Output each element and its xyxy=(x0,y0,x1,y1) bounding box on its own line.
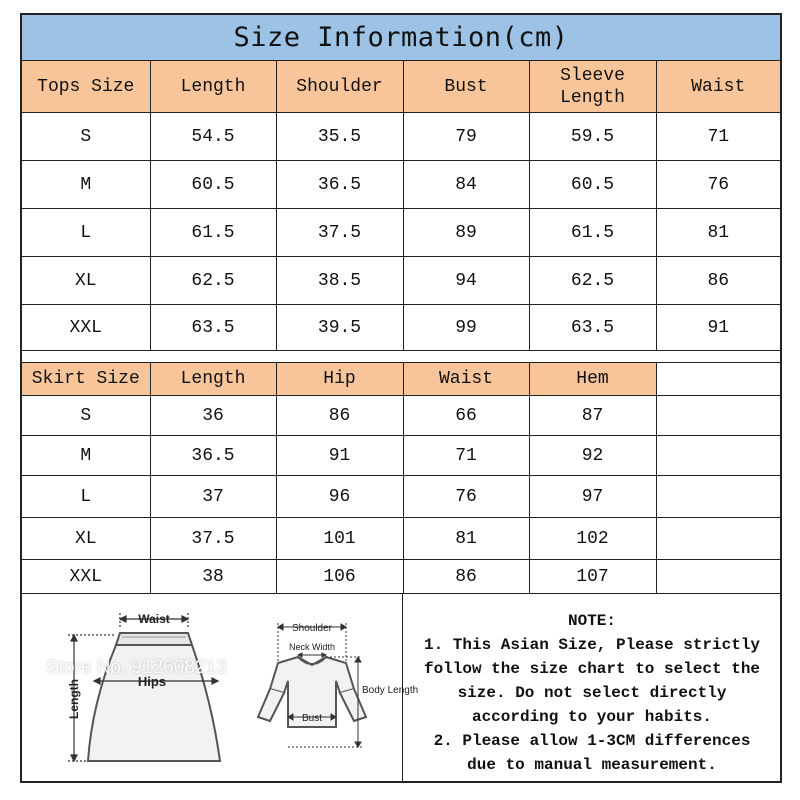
tops-header-waist: Waist xyxy=(656,61,780,113)
table-cell: 106 xyxy=(276,560,403,594)
table-cell: 36 xyxy=(150,396,276,436)
table-cell: XXL xyxy=(22,560,150,594)
tops-header-row xyxy=(22,61,780,113)
table-row xyxy=(22,396,780,436)
store-watermark: Store No. 912608213 xyxy=(46,657,227,678)
table-cell: 107 xyxy=(529,560,656,594)
hips-label: Hips xyxy=(137,674,167,689)
skirt-header-hem: Hem xyxy=(529,363,656,396)
table-cell: 81 xyxy=(656,209,780,257)
table-cell: 60.5 xyxy=(529,161,656,209)
measurement-diagram xyxy=(22,593,419,781)
neck-width-label: Neck Width xyxy=(288,642,336,652)
table-cell: 86 xyxy=(656,257,780,305)
table-cell: 84 xyxy=(403,161,529,209)
table-cell xyxy=(656,436,780,476)
table-cell: 87 xyxy=(529,396,656,436)
note-line: 2. Please allow 1-3CM differences xyxy=(433,732,751,750)
table-cell: 71 xyxy=(656,113,780,161)
table-cell: 59.5 xyxy=(529,113,656,161)
skirt-size-table xyxy=(22,362,780,594)
bottom-section xyxy=(22,593,780,781)
table-cell xyxy=(656,396,780,436)
table-cell: 38 xyxy=(150,560,276,594)
table-cell: L xyxy=(22,209,150,257)
skirt-header-row xyxy=(22,363,780,396)
table-cell: 62.5 xyxy=(150,257,276,305)
table-cell: 91 xyxy=(656,305,780,351)
shoulder-label: Shoulder xyxy=(291,623,333,634)
table-cell: 39.5 xyxy=(276,305,403,351)
table-row xyxy=(22,518,780,560)
table-cell: 61.5 xyxy=(529,209,656,257)
table-cell: 35.5 xyxy=(276,113,403,161)
table-row xyxy=(22,209,780,257)
table-cell: 97 xyxy=(529,476,656,518)
table-cell: 91 xyxy=(276,436,403,476)
length-label: Length xyxy=(67,679,81,719)
note-line: size. Do not select directly xyxy=(457,684,727,702)
table-cell: 76 xyxy=(656,161,780,209)
tops-header-size: Tops Size xyxy=(22,61,150,113)
skirt-header-hip: Hip xyxy=(276,363,403,396)
table-cell: 81 xyxy=(403,518,529,560)
measurement-diagram-illustration xyxy=(22,593,419,781)
table-cell: 37.5 xyxy=(150,518,276,560)
table-cell: 66 xyxy=(403,396,529,436)
table-cell: 54.5 xyxy=(150,113,276,161)
table-cell xyxy=(656,518,780,560)
table-row xyxy=(22,476,780,518)
table-cell: 79 xyxy=(403,113,529,161)
table-cell: XXL xyxy=(22,305,150,351)
table-cell: 62.5 xyxy=(529,257,656,305)
table-row xyxy=(22,560,780,594)
table-row xyxy=(22,113,780,161)
table-cell: 86 xyxy=(276,396,403,436)
neck-width-arrow xyxy=(298,653,326,657)
note-line: due to manual measurement. xyxy=(467,756,717,774)
note-box xyxy=(404,593,780,781)
waist-label: Waist xyxy=(138,612,170,626)
table-cell: M xyxy=(22,161,150,209)
table-cell: 94 xyxy=(403,257,529,305)
table-cell: 86 xyxy=(403,560,529,594)
table-row xyxy=(22,436,780,476)
table-cell: L xyxy=(22,476,150,518)
table-cell: 36.5 xyxy=(276,161,403,209)
table-cell: 37 xyxy=(150,476,276,518)
skirt-header-waist: Waist xyxy=(403,363,529,396)
note-title: NOTE: xyxy=(567,612,616,630)
table-cell: XL xyxy=(22,518,150,560)
note-line: follow the size chart to select the xyxy=(423,660,761,678)
table-cell: S xyxy=(22,396,150,436)
table-cell: 71 xyxy=(403,436,529,476)
chart-title: Size Information(cm) xyxy=(22,15,780,62)
tops-header-sleeve-length: Sleeve Length xyxy=(529,61,656,113)
table-cell: 37.5 xyxy=(276,209,403,257)
tops-header-bust: Bust xyxy=(403,61,529,113)
skirt-header-empty xyxy=(656,363,780,396)
table-cell: 38.5 xyxy=(276,257,403,305)
bust-label: Bust xyxy=(301,713,323,724)
skirt-header-length: Length xyxy=(150,363,276,396)
table-cell: 60.5 xyxy=(150,161,276,209)
note-line: 1. This Asian Size, Please strictly xyxy=(423,636,761,654)
table-cell: 63.5 xyxy=(529,305,656,351)
table-cell: 96 xyxy=(276,476,403,518)
tops-size-table xyxy=(22,60,780,351)
table-cell: 102 xyxy=(529,518,656,560)
table-cell xyxy=(656,476,780,518)
table-cell: 89 xyxy=(403,209,529,257)
size-chart xyxy=(20,13,782,783)
skirt-header-size: Skirt Size xyxy=(22,363,150,396)
table-row xyxy=(22,161,780,209)
table-cell: XL xyxy=(22,257,150,305)
skirt-drawing xyxy=(88,633,220,761)
tops-header-shoulder: Shoulder xyxy=(276,61,403,113)
table-cell: 63.5 xyxy=(150,305,276,351)
table-cell: 101 xyxy=(276,518,403,560)
body-length-label: Body Length xyxy=(362,685,419,696)
table-cell: 76 xyxy=(403,476,529,518)
table-cell: 61.5 xyxy=(150,209,276,257)
note-line: according to your habits. xyxy=(471,708,713,726)
table-cell: 36.5 xyxy=(150,436,276,476)
table-cell: 92 xyxy=(529,436,656,476)
table-cell: S xyxy=(22,113,150,161)
table-row xyxy=(22,257,780,305)
table-cell: 99 xyxy=(403,305,529,351)
tops-header-length: Length xyxy=(150,61,276,113)
table-row xyxy=(22,305,780,351)
table-cell xyxy=(656,560,780,594)
table-cell: M xyxy=(22,436,150,476)
